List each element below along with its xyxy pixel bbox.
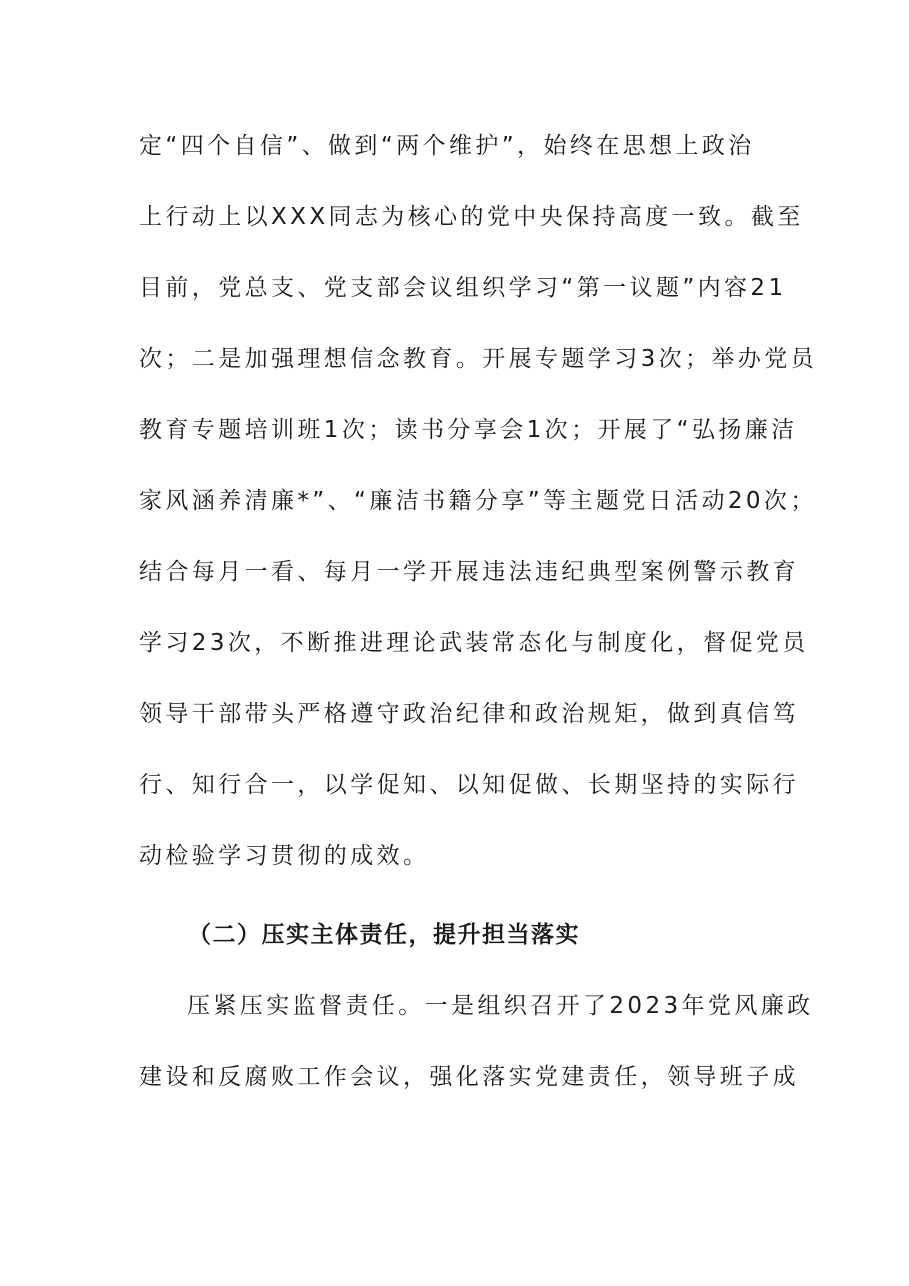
text-line: 压紧压实监督责任。一是组织召开了2023年党风廉政 (187, 993, 814, 1019)
text-line: 动检验学习贯彻的成效。 (139, 843, 430, 869)
text-line: 领导干部带头严格遵守政治纪律和政治规矩，做到真信笃 (139, 701, 799, 727)
text-line: 次；二是加强理想信念教育。开展专题学习3次；举办党员 (139, 346, 818, 372)
text-line: 上行动上以XXX同志为核心的党中央保持高度一致。截至 (139, 204, 804, 230)
text-line: 学习23次，不断推进理论武装常态化与制度化，督促党员 (139, 630, 809, 656)
text-line: 教育专题培训班1次；读书分享会1次；开展了“弘扬廉洁 (139, 417, 798, 443)
paragraph-2 (139, 988, 814, 1130)
text-line: 家风涵养清廉*”、“廉洁书籍分享”等主题党日活动20次； (139, 488, 817, 514)
paragraph-1 (139, 128, 818, 909)
text-line: 行、知行合一，以学促知、以知促做、长期坚持的实际行 (139, 772, 799, 798)
text-line: 建设和反腐败工作会议，强化落实党建责任，领导班子成 (139, 1064, 799, 1090)
text-line: 目前，党总支、党支部会议组织学习“第一议题”内容21 (139, 275, 787, 301)
text-line: 结合每月一看、每月一学开展违法违纪典型案例警示教育 (139, 559, 799, 585)
text-line: 定“四个自信”、做到“两个维护”，始终在思想上政治 (139, 133, 755, 159)
section-heading: （二）压实主体责任，提升担当落实 (188, 922, 580, 948)
